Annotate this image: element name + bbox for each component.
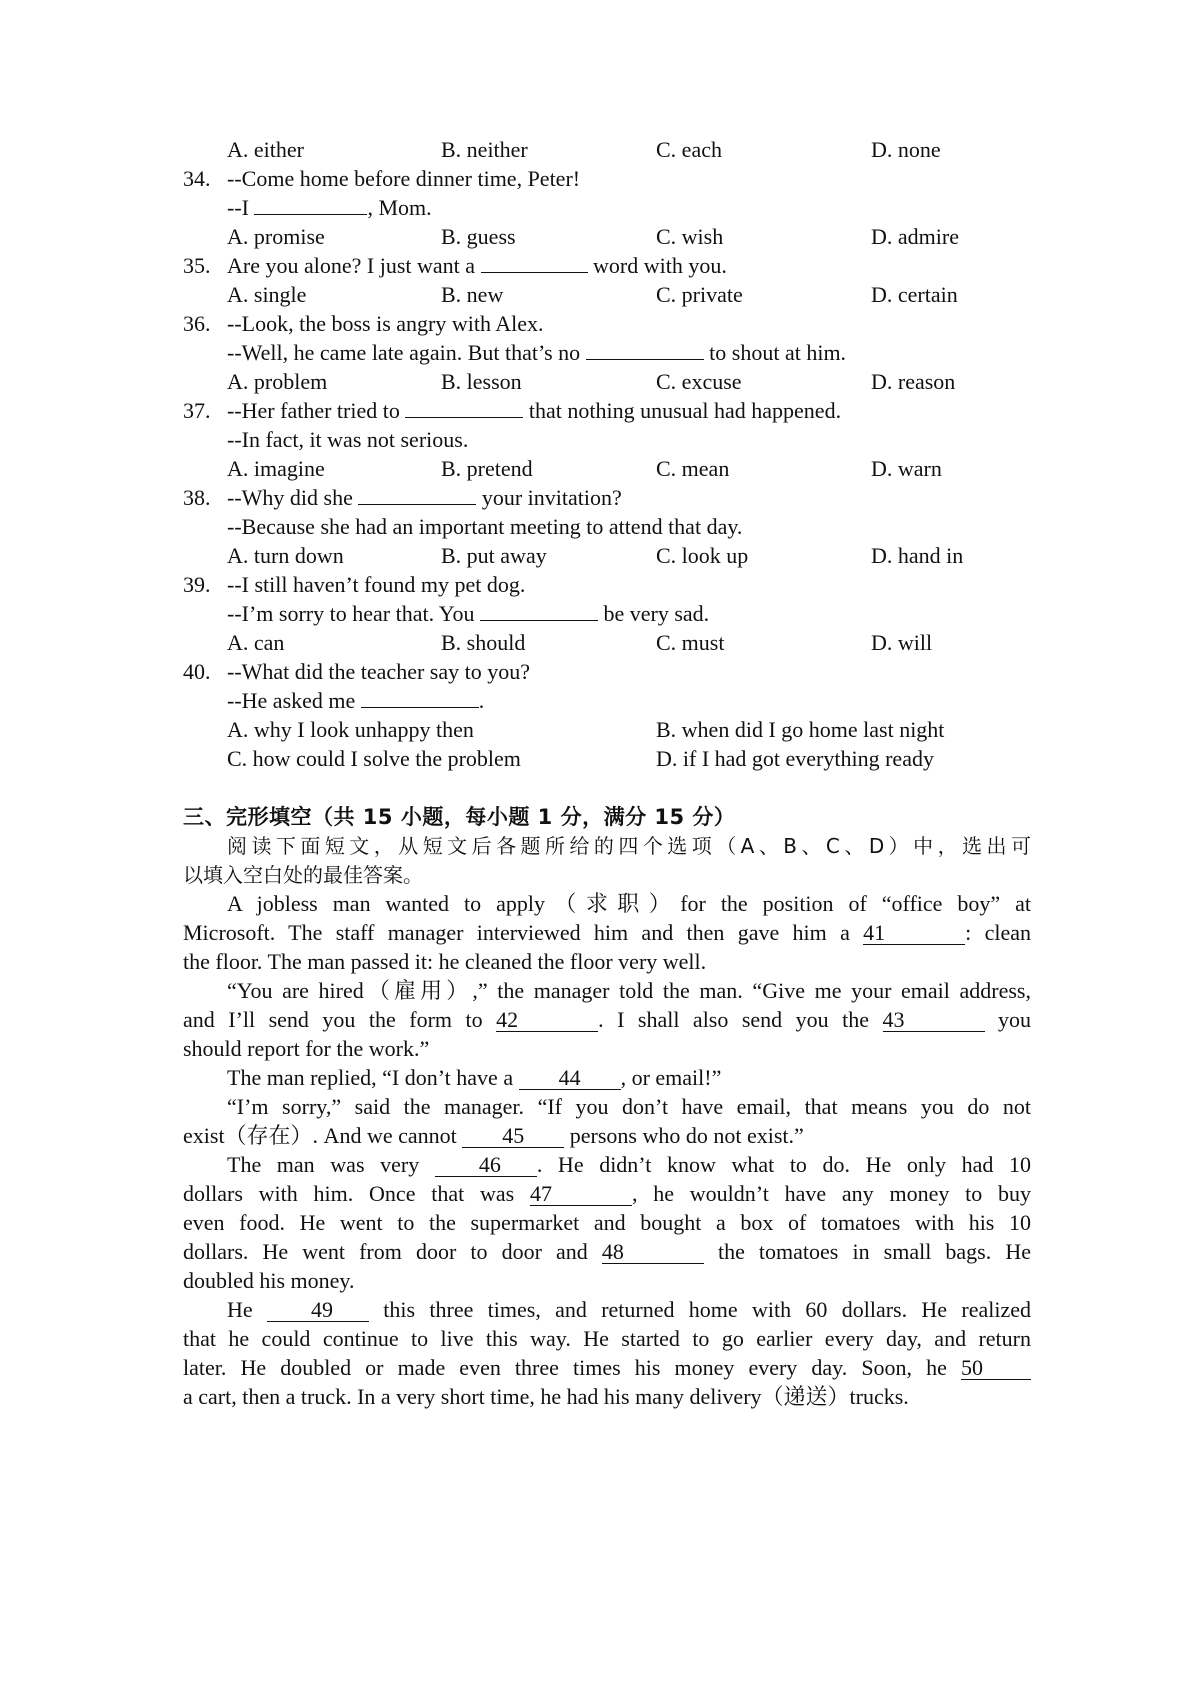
q36-option-a: A. problem	[227, 369, 328, 394]
answer-blank	[361, 687, 479, 708]
q37-option-a: A. imagine	[227, 456, 325, 481]
q40-option-d: D. if I had got everything ready	[656, 746, 934, 771]
q34-option-c: C. wish	[656, 224, 724, 249]
q37-option-c: C. mean	[656, 456, 730, 481]
question-number: 38.	[183, 485, 211, 510]
passage-line: “You are hired（雇用）,” the manager told the man. “Give me your email address,	[227, 978, 1031, 1003]
passage-line: later. He doubled or made even three times his money every day. Soon, he 50	[183, 1352, 1031, 1384]
q36-option-b: B. lesson	[441, 369, 522, 394]
q33-option-a: A. either	[227, 137, 304, 162]
q40-option-c: C. how could I solve the problem	[227, 746, 521, 771]
passage-line: doubled his money.	[183, 1268, 355, 1293]
section-title: 三、完形填空（共 15 小题，每小题 1 分，满分 15 分）	[183, 805, 736, 829]
q33-option-d: D. none	[871, 137, 941, 162]
passage-line: He 49 this three times, and returned home with 60 dollars. He realized	[227, 1297, 1031, 1322]
question-number: 34.	[183, 166, 211, 191]
q33-option-c: C. each	[656, 137, 722, 162]
q35-option-b: B. new	[441, 282, 504, 307]
cloze-blank-41: 41	[863, 922, 965, 945]
cloze-blank-46: 46	[435, 1154, 537, 1177]
q35-option-a: A. single	[227, 282, 307, 307]
cloze-blank-45: 45	[462, 1125, 564, 1148]
cloze-blank-48: 48	[602, 1241, 704, 1264]
passage-line: “I’m sorry,” said the manager. “If you don’t have email, that means you do not	[227, 1094, 1031, 1119]
q37-option-d: D. warn	[871, 456, 942, 481]
question-number: 39.	[183, 572, 211, 597]
q39-option-a: A. can	[227, 630, 285, 655]
answer-blank	[481, 252, 588, 273]
q39-option-c: C. must	[656, 630, 725, 655]
cloze-blank-49: 49	[267, 1299, 369, 1322]
q38-option-a: A. turn down	[227, 543, 344, 568]
q39-option-b: B. should	[441, 630, 526, 655]
passage-line: and I’ll send you the form to 42 . I shall also send you the 43 you	[183, 1007, 1031, 1032]
passage-line: dollars. He went from door to door and 48 the tomatoes in small bags. He	[183, 1239, 1031, 1264]
q38-option-c: C. look up	[656, 543, 749, 568]
cloze-blank-44: 44	[519, 1067, 621, 1090]
q38-option-b: B. put away	[441, 543, 547, 568]
passage-line: should report for the work.”	[183, 1036, 430, 1061]
cloze-blank-42: 42	[496, 1009, 598, 1032]
passage-line: The man replied, “I don’t have a 44 , or email!”	[227, 1065, 722, 1090]
answer-blank	[405, 397, 523, 418]
question-number: 37.	[183, 398, 211, 423]
passage-line: Microsoft. The staff manager interviewed him and then gave him a 41 : clean	[183, 920, 1031, 945]
passage-line: A jobless man wanted to apply（求职）for the position of “office boy” at	[227, 891, 1031, 916]
q36-option-c: C. excuse	[656, 369, 742, 394]
q34-option-a: A. promise	[227, 224, 325, 249]
cloze-blank-50: 50	[961, 1357, 1031, 1380]
answer-blank	[480, 600, 598, 621]
q34-option-d: D. admire	[871, 224, 959, 249]
passage-line: a cart, then a truck. In a very short time, he had his many delivery（递送）trucks.	[183, 1384, 909, 1409]
passage-line: the floor. The man passed it: he cleaned the floor very well.	[183, 949, 707, 974]
passage-line: The man was very 46 . He didn’t know what to do. He only had 10	[227, 1152, 1031, 1177]
answer-blank	[254, 194, 367, 215]
q38-option-d: D. hand in	[871, 543, 964, 568]
q35-option-c: C. private	[656, 282, 743, 307]
q37-option-b: B. pretend	[441, 456, 533, 481]
cloze-blank-43: 43	[883, 1009, 985, 1032]
section-instruction-cont: 以填入空白处的最佳答案。	[183, 863, 423, 887]
passage-line: exist（存在）. And we cannot 45 persons who do not exist.”	[183, 1123, 804, 1148]
question-number: 40.	[183, 659, 211, 684]
q40-option-a: A. why I look unhappy then	[227, 717, 474, 742]
question-number: 35.	[183, 253, 211, 278]
question-number: 36.	[183, 311, 211, 336]
q40-option-b: B. when did I go home last night	[656, 717, 945, 742]
answer-blank	[358, 484, 476, 505]
exam-page: A. either B. neither C. each D. none 34. --Come home before dinner time, Peter! --I , Mom. A. promise B. guess C. wish D. admire 35. Are you alone? I just want a word with you. A. single B. new C. private D. certain 36. --Look, the boss is angry with Alex. --Well, he came late again. But that’s no to shout at him. A. problem B. lesson C. excuse D. reason 37. --Her father tried to that nothing unusual had happened. --In fact, it was not serious. A. imagine B. pretend C. mean D. warn 38. --Why did she your invitation? --Because she had an important meeting to attend that day. A. turn down B. put away C. look up D. hand in 39. --I still haven’t found my pet dog. --I’m sorry to hear that. You be very sad. A. can B. should C. must D. will 40. --What did the teacher say to you? --He asked me . A. why I look unhappy then B. when did I go home last night C. how could I solve the problem D. if I had got everything ready 三、完形填空（共 15 小题，每小题 1 分，满分 15 分） 阅读下面短文，从短文后各题所给的四个选项（A、B、C、D）中，选出可 以填入空白处的最佳答案。 A jobless man wanted to apply（求职）for the position of “office boy” at Microsoft. The staff manager interviewed him and then gave him a 41 : clean the floor. The man passed it: he cleaned the floor very well. “You are hired（雇用）,” the manager told the man. “Give me your email address, and I’ll send you the form to 42 . I shall also send you the 43 you should report for the work.” The man replied, “I don’t have a 44 , or email!” “I’m sorry,” said the manager. “If you don’t have email, that means you do not exist（存在）. And we cannot 45 persons who do not exist.” The man was very 46 . He didn’t know what to do. He only had 10 dollars with him. Once that was 47 , he wouldn’t have any money to buy even food. He went to the supermarket and bought a box of tomatoes with his 10 dollars. He went from door to door and 48 the tomatoes in small bags. He doubled his money. He 49 this three times, and returned home with 60 dollars. He realized that he could continue to live this way. He started to go earlier every day, and return later. He doubled or made even three times his money every day. Soon, he 50 a cart, then a truck. In a very short time, he had his many delivery（递送）trucks.	[0, 0, 1200, 1698]
cloze-blank-47: 47	[530, 1183, 632, 1206]
q33-option-b: B. neither	[441, 137, 528, 162]
q35-option-d: D. certain	[871, 282, 958, 307]
q36-option-d: D. reason	[871, 369, 956, 394]
q39-option-d: D. will	[871, 630, 933, 655]
q34-option-b: B. guess	[441, 224, 516, 249]
passage-line: even food. He went to the supermarket and bought a box of tomatoes with his 10	[183, 1210, 1031, 1235]
passage-line: dollars with him. Once that was 47 , he wouldn’t have any money to buy	[183, 1181, 1031, 1206]
passage-line: that he could continue to live this way. He started to go earlier every day, and return	[183, 1326, 1031, 1351]
answer-blank	[586, 339, 704, 360]
section-instruction: 阅读下面短文，从短文后各题所给的四个选项（A、B、C、D）中，选出可	[227, 834, 1031, 858]
